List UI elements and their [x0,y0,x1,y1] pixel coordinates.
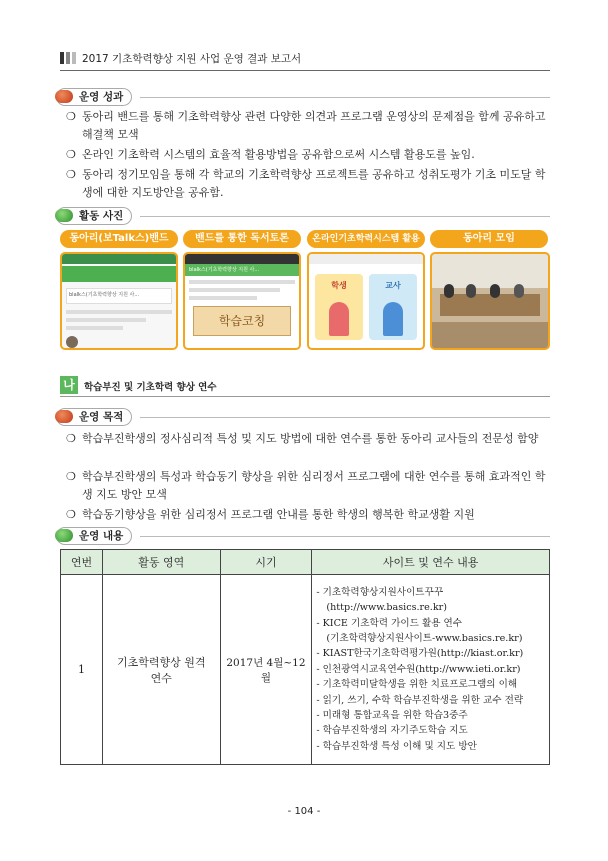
section-divider [60,396,550,397]
content-line: - 읽기, 쓰기, 수학 학습부진학생을 위한 교수 전략 [316,694,524,706]
header-divider [60,70,550,71]
content-line: (http://www.basics.re.kr) [326,602,447,614]
bullet-dot-icon [55,209,73,222]
bullet-dot-icon [55,90,73,103]
section-label-photos [56,207,132,225]
bullet-dot-icon [55,529,73,542]
photo-band [60,252,178,350]
section-label-text: 운영 목적 [79,411,124,423]
content-line: - 인천광역시교육연수원(http://www.ieti.or.kr) [316,663,521,675]
row-area: 기초학력향상 원격 연수 [102,575,220,765]
section-rule [140,536,550,537]
training-table [60,549,550,765]
header-marker [60,52,76,64]
section-label-results [56,88,132,106]
row-period: 2017년 4월~12월 [220,575,312,765]
list-item: ❍ 온라인 기초학력 시스템의 효율적 활용방법을 공유함으로써 시스템 활용도를 높임. [66,148,475,161]
table-header-row [61,550,550,575]
student-card: 학생 [315,274,363,340]
photo-online-system [307,252,425,350]
section-label-text: 운영 성과 [79,91,124,103]
photo-tag: 동아리(보Talk스)밴드 [60,230,178,248]
content-line: (기초학력향상지원사이트-www.basics.re.kr) [326,632,523,644]
table-header-cell: 시기 [220,550,312,575]
photo-tag: 밴드를 통한 독서토론 [183,230,301,248]
row-number: 1 [61,575,103,765]
list-item: ❍ 학습부진학생의 정사심리적 특성 및 지도 방법에 대한 연수를 통한 동아리 교사들의 전문성 함양 [66,432,539,445]
bullet-dot-icon [55,410,73,423]
content-line: - 학습부진학생 특성 이해 및 지도 방안 [316,740,477,752]
photo-tag: 동아리 모임 [430,230,548,248]
photo-club-meeting [430,252,550,350]
content-line: - 미래형 통합교육을 위한 학습3중주 [316,710,468,722]
list-item: ❍ 동아리 밴드를 통해 기초학력향상 관련 다양한 의견과 프로그램 운영상의 문제점을 함께 공유하고 해결책 모색 [66,110,546,141]
page-number: - 104 - [287,806,321,817]
section-rule [140,417,550,418]
photo-tag: 온라인기초학력시스템 활용 [307,230,425,248]
section-label-contents [56,527,132,545]
table-header-cell: 사이트 및 연수 내용 [312,550,550,575]
list-item: ❍ 학습동기향상을 위한 심리정서 프로그램 안내를 통한 학생의 행복한 학교생활 지원 [66,508,475,521]
band-post-title: blalk스(기초학력향상 지원 사... [66,288,172,304]
content-line: - 기초학력향상지원사이트꾸꾸 [316,586,444,598]
section-label-text: 활동 사진 [79,210,124,222]
section-marker: 나 [60,376,78,394]
teacher-card: 교사 [369,274,417,340]
section-label-text: 운영 내용 [79,530,124,542]
book-cover-title: 학습코칭 [193,306,291,336]
reading-screen-title: blalk스(기초학력향상 지원 사... [185,264,299,276]
list-item: ❍ 동아리 정기모임을 통해 각 학교의 기초학력향상 프로젝트를 공유하고 성취도평가 기초 미도달 학생에 대한 지도방안을 공유함. [66,168,546,199]
section-label-purpose [56,408,132,426]
content-line: - KIAST한국기초학력평가원(http://kiast.or.kr) [316,648,524,660]
list-item: ❍ 학습부진학생의 특성과 학습동기 향상을 위한 심리정서 프로그램에 대한 연수를 통해 효과적인 학생 지도 방안 모색 [66,470,546,501]
table-header-cell: 활동 영역 [102,550,220,575]
table-row [61,575,550,765]
row-contents [312,575,550,765]
content-line: - 학습부진학생의 자기주도학습 지도 [316,725,468,737]
content-line: - 기초학력미달학생을 위한 치료프로그램의 이해 [316,679,518,691]
section-rule [140,216,550,217]
header-title: 2017 기초학력향상 지원 사업 운영 결과 보고서 [82,53,302,65]
section-rule [140,97,550,98]
section-title: 학습부진 및 기초학력 향상 연수 [84,382,217,393]
photo-reading [183,252,301,350]
content-line: - KICE 기초학력 가이드 활용 연수 [316,617,463,629]
table-header-cell: 연번 [61,550,103,575]
